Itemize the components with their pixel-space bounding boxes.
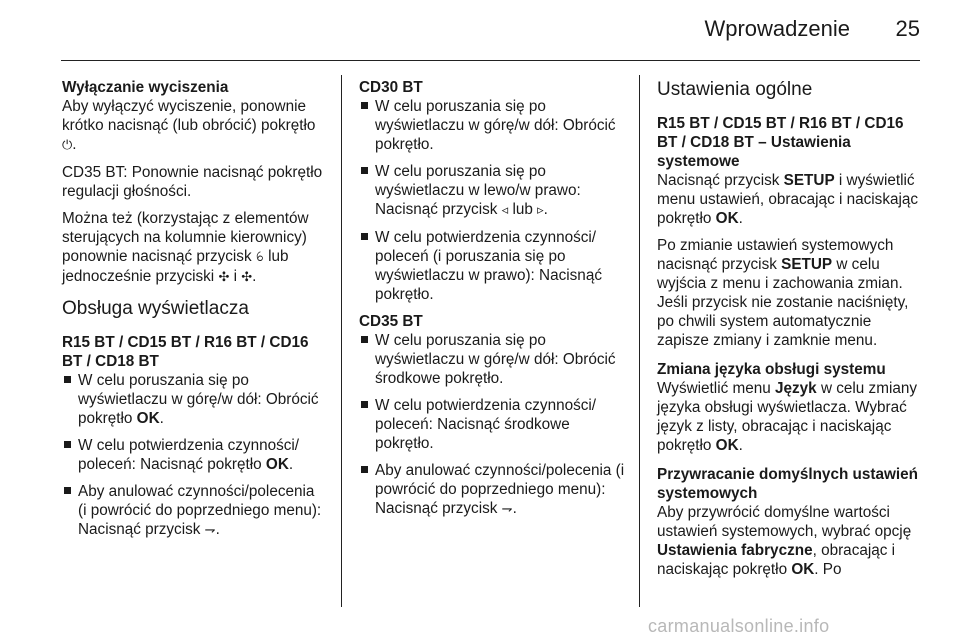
text: . [252, 268, 257, 285]
subheading-restore: Przywracanie domyślnych ustawień systemowych [657, 466, 918, 502]
column-divider-1 [341, 75, 342, 607]
text: W celu poruszania się po wyświetlaczu w górę/w dół: Obrócić pokrętło [78, 372, 319, 427]
text: . [512, 500, 517, 517]
text: Wyświetlić menu [657, 380, 771, 397]
header-divider [61, 60, 920, 61]
ok-label: OK [791, 561, 815, 578]
subheading-cd35: CD35 BT [359, 313, 423, 330]
knob-icon: ⏻ [62, 138, 73, 153]
watermark: carmanualsonline.info [648, 616, 830, 636]
text: Nacisnąć przycisk [657, 172, 780, 189]
language-menu-label: Język [775, 380, 817, 397]
list-item: W celu potwierdzenia czynności/ poleceń: Nacisnąć środkowe pokrętło. [359, 396, 627, 453]
section-heading-display: Obsługa wyświetlacza [62, 298, 249, 319]
text: . [738, 210, 743, 227]
subheading-cd30: CD30 BT [359, 79, 423, 96]
list-item [62, 371, 324, 428]
subheading-system-settings: R15 BT / CD15 BT / R16 BT / CD16 BT / CD18 BT – Ustawienia systemowe [657, 115, 904, 170]
list-item [359, 461, 627, 519]
volume-plus-icon: ✣ [218, 270, 230, 285]
paragraph-language [657, 379, 925, 455]
right-arrow-icon: ▹ [537, 203, 544, 218]
bullet-list [359, 97, 627, 304]
bullet-list [62, 371, 324, 540]
column-left [62, 78, 324, 548]
back-icon: ⇁ [204, 523, 216, 538]
column-right [657, 78, 925, 587]
ok-label: OK [136, 410, 160, 427]
back-icon: ⇁ [501, 502, 513, 517]
text: Po zmianie ustawień systemowych nacisnąć przycisk [657, 237, 894, 273]
subheading-models: R15 BT / CD15 BT / R16 BT / CD16 BT / CD18 BT [62, 334, 309, 370]
mute-icon: ꕃ [255, 250, 264, 265]
ok-label: OK [715, 210, 739, 227]
list-item [359, 162, 627, 220]
subheading-language: Zmiana języka obsługi systemu [657, 361, 886, 378]
text: i wyświetlić menu ustawień, obracając i naciskając pokrętło [657, 172, 919, 227]
text: i [233, 268, 237, 285]
text: . [288, 456, 294, 473]
column-middle [359, 78, 627, 527]
list-item: W celu potwierdzenia czynności/ poleceń (i poruszania się po wyświetlaczu w prawo): Nacisnąć pokrętło. [359, 228, 627, 304]
text: W celu poruszania się po wyświetlaczu w lewo/w prawo: Nacisnąć przycisk [375, 163, 581, 218]
text: . [72, 136, 77, 153]
text: w celu wyjścia z menu i zachowania zmian. Jeśli przycisk nie zostanie naciśnięty, po chwili system automatycznie zapisze zmiany i zamknie menu. [657, 256, 909, 349]
text: , obracając i naciskając pokrętło [657, 542, 896, 578]
text: lub [512, 201, 533, 218]
list-item [62, 436, 324, 474]
text: Można też (korzystając z elementów sterujących na kolumnie kierownicy) ponownie nacisnąć przycisk [62, 210, 309, 265]
left-arrow-icon: ◃ [501, 203, 509, 218]
volume-minus-icon: ✣ [241, 270, 253, 285]
paragraph-setup [657, 171, 925, 228]
column-divider-2 [639, 75, 640, 607]
setup-label: SETUP [781, 256, 833, 273]
list-item: W celu poruszania się po wyświetlaczu w górę/w dół: Obrócić środkowe pokrętło. [359, 331, 627, 388]
page-number: 25 [895, 16, 920, 41]
text: Aby wyłączyć wyciszenie, ponownie krótko nacisnąć (lub obrócić) pokrętło [62, 98, 316, 134]
section-heading-mute: Wyłączanie wyciszenia [62, 79, 229, 96]
text: Aby anulować czynności/polecenia (i powrócić do poprzedniego menu): Nacisnąć przycisk [78, 483, 322, 538]
section-heading-general: Ustawienia ogólne [657, 79, 813, 100]
paragraph-save [657, 236, 925, 350]
text: . [543, 201, 548, 218]
paragraph-unmute [62, 97, 324, 155]
text: W celu potwierdzenia czynności/ poleceń: Nacisnąć pokrętło [78, 437, 300, 473]
text: Aby anulować czynności/polecenia (i powrócić do poprzedniego menu): Nacisnąć przycisk [375, 462, 625, 517]
text: . Po [814, 561, 842, 578]
list-item [62, 482, 324, 540]
page-header-title: Wprowadzenie [704, 16, 850, 41]
paragraph-restore [657, 503, 925, 579]
paragraph-steering-controls [62, 209, 324, 287]
ok-label: OK [715, 437, 739, 454]
text: w celu zmiany języka obsługi wyświetlacza. Wybrać język z listy, obracając i naciskając pokrętło [657, 380, 918, 454]
text: . [215, 521, 220, 538]
setup-label: SETUP [783, 172, 835, 189]
ok-label: OK [265, 456, 289, 473]
text: Aby przywrócić domyślne wartości ustawień systemowych, wybrać opcję [657, 504, 912, 540]
text: . [159, 410, 164, 427]
factory-settings-label: Ustawienia fabryczne [657, 542, 813, 559]
text: . [738, 437, 743, 454]
bullet-list [359, 331, 627, 519]
text: lub jednocześnie przyciski [62, 248, 289, 285]
list-item: W celu poruszania się po wyświetlaczu w górę/w dół: Obrócić pokrętło. [359, 97, 627, 154]
paragraph-cd35: CD35 BT: Ponownie nacisnąć pokrętło regulacji głośności. [62, 164, 323, 200]
